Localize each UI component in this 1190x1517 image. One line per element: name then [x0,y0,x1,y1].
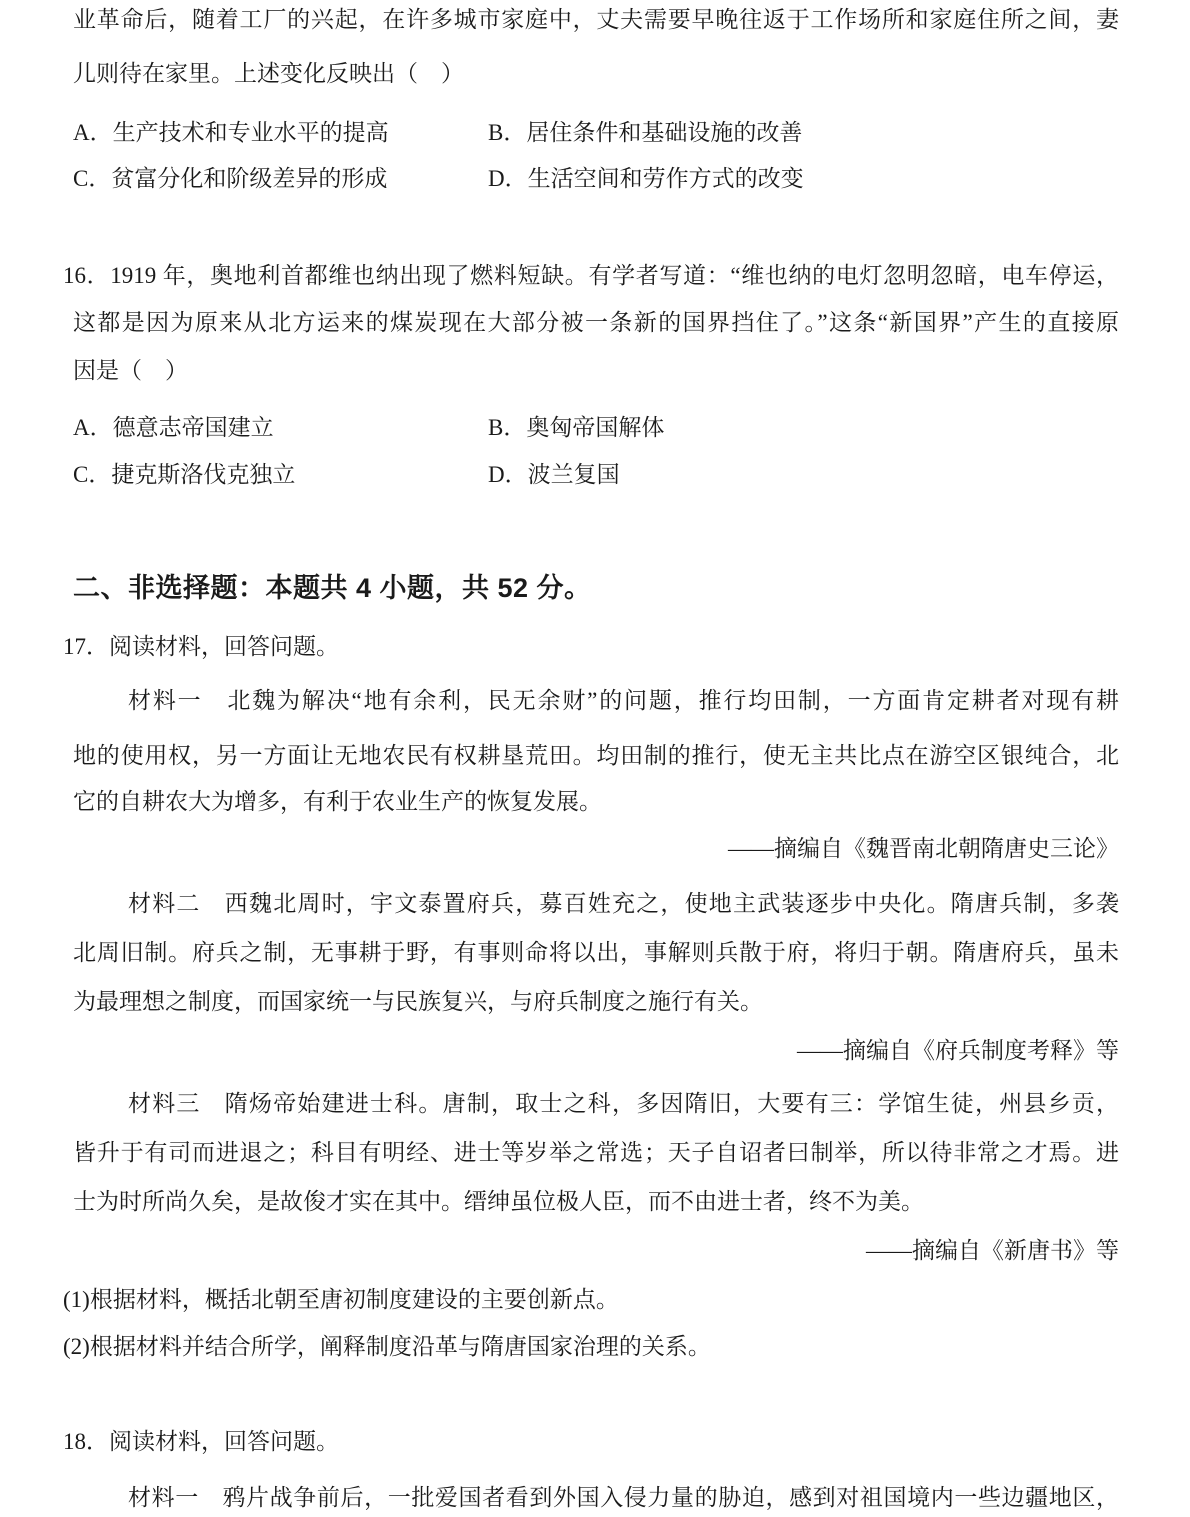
q15-stem-line-1: 业革命后，随着工厂的兴起，在许多城市家庭中，丈夫需要早晚往返于工作场所和家庭住所之间，妻 [73,7,1119,32]
q15-option-d: D．生活空间和劳作方式的改变 [488,166,804,191]
q16-stem-line-3: 因是（ ） [73,358,188,383]
q17-material-2-source: ——摘编自《府兵制度考释》等 [797,1038,1119,1063]
q17-material-1-source: ——摘编自《魏晋南北朝隋唐史三论》 [728,836,1119,861]
q16-option-a: A．德意志帝国建立 [73,415,274,440]
q16-option-b: B．奥匈帝国解体 [488,415,665,440]
q17-material-1-line-1: 材料一 北魏为解决“地有余利，民无余财”的问题，推行均田制，一方面肯定耕者对现有耕 [128,688,1119,713]
q17-material-3-line-1: 材料三 隋炀帝始建进士科。唐制，取士之科，多因隋旧，大要有三：学馆生徒，州县乡贡， [128,1091,1119,1116]
q16-options-row-1 [73,413,1119,443]
q17-intro: 17．阅读材料，回答问题。 [63,634,339,659]
section-2-heading: 二、非选择题：本题共 4 小题，共 52 分。 [73,573,592,603]
q15-options-row-1 [73,118,1119,148]
q16-options-row-2 [73,460,1119,490]
q17-material-3-line-2: 皆升于有司而进退之；科目有明经、进士等岁举之常选；天子自诏者曰制举，所以待非常之才焉。进 [73,1140,1119,1165]
q15-stem-line-2: 儿则待在家里。上述变化反映出（ ） [73,61,464,86]
q17-material-2-line-2: 北周旧制。府兵之制，无事耕于野，有事则命将以出，事解则兵散于府，将归于朝。隋唐府兵，虽未 [73,940,1119,965]
q15-option-a: A．生产技术和专业水平的提高 [73,120,389,145]
q17-material-2-line-1: 材料二 西魏北周时，宇文泰置府兵，募百姓充之，使地主武装逐步中央化。隋唐兵制，多袭 [128,891,1119,916]
q17-material-3-source: ——摘编自《新唐书》等 [866,1238,1119,1263]
q16-option-d: D．波兰复国 [488,462,620,487]
q16-stem-line-1: 16．1919 年，奥地利首都维也纳出现了燃料短缺。有学者写道：“维也纳的电灯忽明忽暗，电车停运， [63,263,1119,288]
exam-content [63,0,1119,1517]
q15-option-b: B．居住条件和基础设施的改善 [488,120,803,145]
q16-option-c: C．捷克斯洛伐克独立 [73,462,296,487]
q17-material-1-line-3: 它的自耕农大为增多，有利于农业生产的恢复发展。 [73,789,602,814]
q16-stem-line-2: 这都是因为原来从北方运来的煤炭现在大部分被一条新的国界挡住了。”这条“新国界”产生的直接原 [73,310,1119,335]
q18-material-1-line-1: 材料一 鸦片战争前后，一批爱国者看到外国入侵力量的胁迫，感到对祖国境内一些边疆地区， [128,1485,1119,1510]
q18-intro: 18．阅读材料，回答问题。 [63,1429,339,1454]
q17-material-2-line-3: 为最理想之制度，而国家统一与民族复兴，与府兵制度之施行有关。 [73,989,763,1014]
q17-material-1-line-2: 地的使用权，另一方面让无地农民有权耕垦荒田。均田制的推行，使无主共比点在游空区银纯合，北 [73,743,1119,768]
q17-sub-question-2: (2)根据材料并结合所学，阐释制度沿革与隋唐国家治理的关系。 [63,1334,711,1359]
q15-option-c: C．贫富分化和阶级差异的形成 [73,166,388,191]
q17-sub-question-1: (1)根据材料，概括北朝至唐初制度建设的主要创新点。 [63,1287,619,1312]
q17-material-3-line-3: 士为时所尚久矣，是故俊才实在其中。缙绅虽位极人臣，而不由进士者，终不为美。 [73,1189,924,1214]
q15-options-row-2 [73,164,1119,194]
